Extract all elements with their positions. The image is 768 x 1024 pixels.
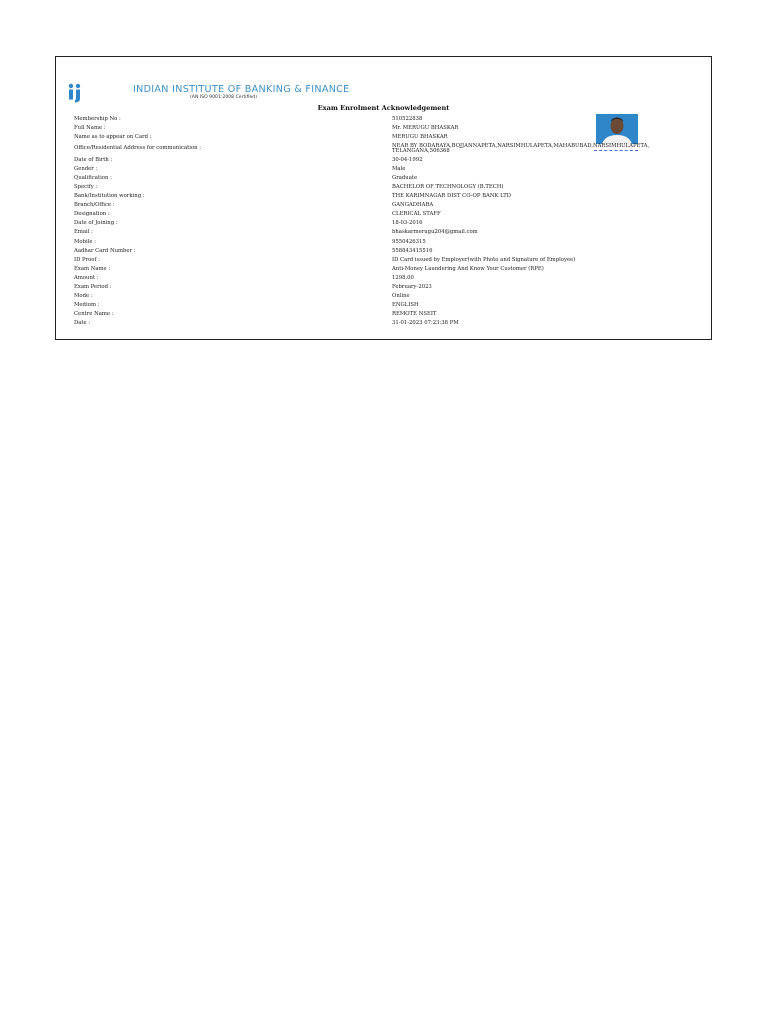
field-row-address bbox=[56, 142, 711, 155]
field-row-id-proof bbox=[56, 256, 711, 265]
field-label: ID Proof : bbox=[74, 256, 100, 263]
field-label: Bank/Institution working : bbox=[74, 193, 145, 200]
address-line-1: NEAR BY BODARAYA,BOJJANNAPETA,NARSIMHULAPETA,MAHABUBAD,NARSIMHULAPETA, bbox=[392, 142, 650, 149]
field-value: REMOTE NSEIT bbox=[392, 311, 437, 318]
field-value: 9550426315 bbox=[392, 238, 426, 245]
field-label: Office/Residential Address for communication : bbox=[74, 145, 202, 152]
field-value: ID Card issued by Employer(with Photo and Signature of Employee) bbox=[392, 256, 576, 263]
field-value: Anti-Money Laundering And Know Your Customer (RPE) bbox=[392, 265, 544, 272]
field-label: Medium : bbox=[74, 302, 100, 309]
field-value bbox=[392, 144, 649, 155]
field-value: 510522838 bbox=[392, 116, 423, 122]
enrolment-details bbox=[56, 115, 711, 328]
field-label: Specify : bbox=[74, 183, 98, 190]
field-row-specify bbox=[56, 183, 711, 192]
field-value: ENGLISH bbox=[392, 302, 419, 309]
field-value: BACHELOR OF TECHNOLOGY (B.TECH) bbox=[392, 183, 504, 190]
field-value: Graduate bbox=[392, 174, 418, 181]
field-label: Mode : bbox=[74, 293, 93, 300]
field-row-exam-period bbox=[56, 283, 711, 292]
field-row-membership-no bbox=[56, 115, 711, 124]
field-value: GANGADHARA bbox=[392, 202, 434, 209]
field-label: Qualification : bbox=[74, 174, 112, 181]
field-label: Membership No : bbox=[74, 116, 121, 122]
field-label: Designation : bbox=[74, 211, 110, 218]
field-value: Online bbox=[392, 293, 410, 300]
field-label: Full Name : bbox=[74, 125, 106, 132]
field-value: 1298.00 bbox=[392, 274, 414, 281]
field-row-medium bbox=[56, 301, 711, 310]
address-line-2: TELANGANA,506368 bbox=[392, 148, 450, 155]
field-value: bhaskarmerugu204@gmail.com bbox=[392, 229, 478, 236]
acknowledgement-frame bbox=[55, 56, 712, 340]
field-row-date-of-birth bbox=[56, 156, 711, 165]
field-label: Exam Name : bbox=[74, 265, 111, 272]
field-value: Mr. MERUGU BHASKAR bbox=[392, 125, 459, 132]
field-value: THE KARIMNAGAR DIST CO-OP BANK LTD bbox=[392, 193, 511, 200]
field-value: CLERICAL STAFF bbox=[392, 211, 441, 218]
field-label: Date of Birth : bbox=[74, 156, 113, 163]
certification-note: (AN ISO 9001:2008 Certified) bbox=[190, 95, 257, 100]
field-row-centre-name bbox=[56, 310, 711, 319]
field-label: Branch/Office : bbox=[74, 202, 115, 209]
field-row-designation bbox=[56, 210, 711, 219]
field-label: Mobile : bbox=[74, 238, 96, 245]
field-value: MERUGU BHASKAR bbox=[392, 134, 448, 141]
field-label: Amount : bbox=[74, 274, 99, 281]
field-label: Gender : bbox=[74, 165, 98, 172]
field-label: Date of Joining : bbox=[74, 220, 118, 227]
field-label: Exam Period : bbox=[74, 283, 112, 290]
field-value: 18-03-2016 bbox=[392, 220, 423, 227]
field-label: Centre Name : bbox=[74, 311, 114, 318]
field-label: Aadhar Card Number : bbox=[74, 247, 136, 254]
field-value: Male bbox=[392, 165, 406, 172]
field-row-card-name bbox=[56, 133, 711, 142]
field-row-branch bbox=[56, 201, 711, 210]
field-row-amount bbox=[56, 274, 711, 283]
field-row-exam-name bbox=[56, 265, 711, 274]
field-row-email bbox=[56, 228, 711, 237]
field-row-date bbox=[56, 319, 711, 328]
field-value: 30-04-1992 bbox=[392, 156, 423, 163]
field-row-aadhar bbox=[56, 247, 711, 256]
field-row-gender bbox=[56, 165, 711, 174]
iibf-logo-icon bbox=[66, 83, 84, 103]
field-label: Name as to appear on Card : bbox=[74, 134, 152, 141]
field-row-bank bbox=[56, 192, 711, 201]
field-value: 558843415516 bbox=[392, 247, 433, 254]
field-row-mobile bbox=[56, 238, 711, 247]
document-title: Exam Enrolment Acknowledgement bbox=[317, 104, 450, 112]
field-row-date-of-joining bbox=[56, 219, 711, 228]
field-row-qualification bbox=[56, 174, 711, 183]
institute-name: INDIAN INSTITUTE OF BANKING & FINANCE bbox=[133, 84, 350, 95]
field-label: Date : bbox=[74, 320, 91, 327]
field-row-full-name bbox=[56, 124, 711, 133]
field-value: 31-01-2023 07:23:38 PM bbox=[392, 320, 459, 327]
field-row-mode bbox=[56, 292, 711, 301]
field-label: Email : bbox=[74, 229, 93, 236]
field-value: February-2023 bbox=[392, 283, 432, 290]
